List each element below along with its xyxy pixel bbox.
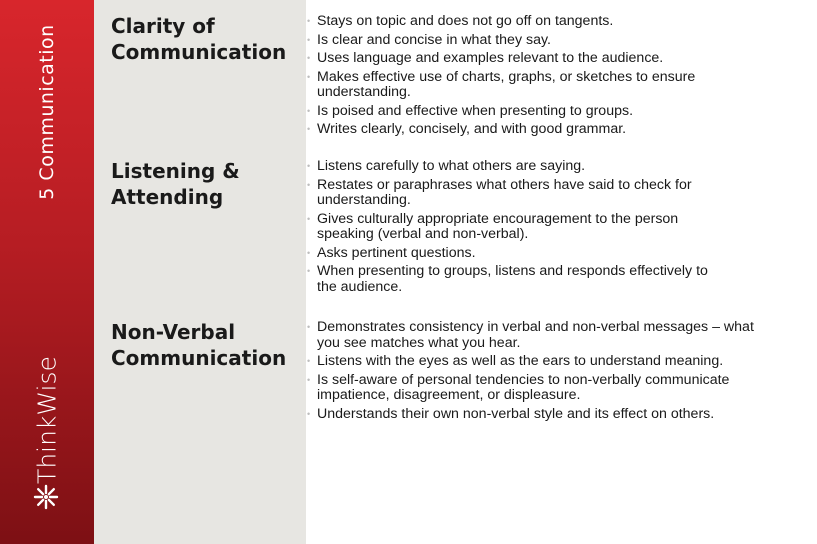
clarity-list xyxy=(307,14,807,141)
listening-list xyxy=(307,159,807,298)
list-item: • Stays on topic and does not go off on tangents. xyxy=(307,14,807,30)
heading-line: Communication xyxy=(111,40,287,64)
heading-clarity-of-communication xyxy=(111,13,301,65)
heading-line: Non-Verbal xyxy=(111,320,236,344)
heading-line: Attending xyxy=(111,185,224,209)
list-item: • Gives culturally appropriate encouragement to the person speaking (verbal and non-verbal). xyxy=(307,212,717,243)
asterisk-flower-icon xyxy=(33,484,59,510)
list-item: • Is self-aware of personal tendencies to non-verbally communicate impatience, disagreement, or displeasure. xyxy=(307,373,762,404)
list-item: • When presenting to groups, listens and responds effectively to the audience. xyxy=(307,264,727,295)
heading-line: Clarity of xyxy=(111,14,215,38)
list-item: • Listens carefully to what others are saying. xyxy=(307,159,807,175)
list-item: • Understands their own non-verbal style and its effect on others. xyxy=(307,407,807,423)
list-item: • Is clear and concise in what they say. xyxy=(307,33,807,49)
non-verbal-list xyxy=(307,320,807,425)
headings-column xyxy=(94,0,306,544)
heading-non-verbal-communication xyxy=(111,319,301,371)
list-item: • Is poised and effective when presenting to groups. xyxy=(307,104,807,120)
list-item: • Listens with the eyes as well as the ears to understand meaning. xyxy=(307,354,807,370)
list-item: • Writes clearly, concisely, and with good grammar. xyxy=(307,122,807,138)
list-item: • Makes effective use of charts, graphs, or sketches to ensure understanding. xyxy=(307,70,757,101)
section-title: 5 Communication xyxy=(36,24,58,200)
heading-line: Listening & xyxy=(111,159,240,183)
heading-line: Communication xyxy=(111,346,287,370)
list-item: • Uses language and examples relevant to the audience. xyxy=(307,51,807,67)
list-item: • Demonstrates consistency in verbal and non-verbal messages – what you see matches what you hear. xyxy=(307,320,757,351)
list-item: • Restates or paraphrases what others have said to check for understanding. xyxy=(307,178,697,209)
brand-logo-text: ThinkWise xyxy=(32,356,62,484)
heading-listening-attending xyxy=(111,158,301,210)
sidebar xyxy=(0,0,94,544)
list-item: • Asks pertinent questions. xyxy=(307,246,807,262)
